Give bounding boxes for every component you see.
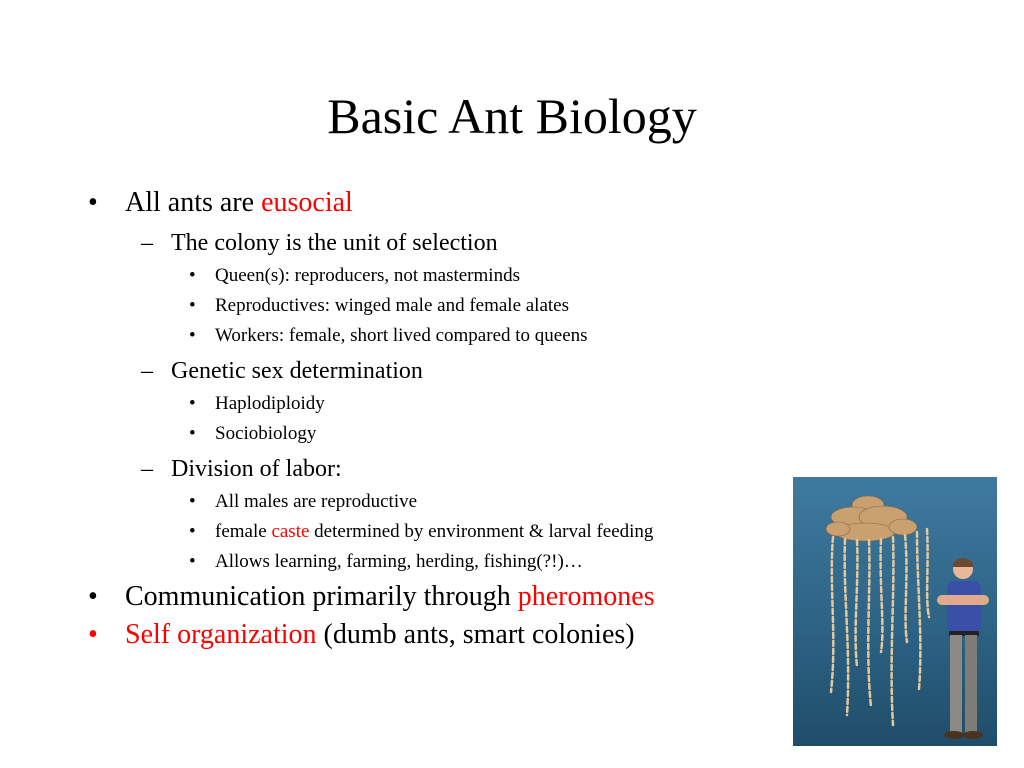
bullet-marker: • — [88, 187, 98, 218]
man-figure — [937, 558, 989, 739]
dash-marker: – — [141, 456, 153, 482]
item-males: All males are reproductive — [215, 491, 418, 512]
bullet-marker: • — [189, 265, 196, 286]
bullet-marker: • — [189, 551, 196, 572]
bullet-text: (dumb ants, smart colonies) — [316, 619, 635, 650]
bullet-marker: • — [189, 423, 196, 444]
bullet-self-organization — [125, 619, 635, 651]
highlight-caste: caste — [271, 521, 310, 542]
ant-colony-illustration — [793, 477, 997, 746]
item-sociobiology: Sociobiology — [215, 423, 317, 444]
sub-bullet-colony: The colony is the unit of selection — [171, 230, 498, 256]
caste-post: determined by environment & larval feeding — [309, 521, 654, 542]
bullet-text: Communication primarily through — [125, 581, 518, 612]
item-queens: Queen(s): reproducers, not masterminds — [215, 265, 520, 286]
slide-title: Basic Ant Biology — [327, 88, 697, 144]
bullet-text: All ants are — [125, 187, 262, 218]
item-reproductives: Reproductives: winged male and female alates — [215, 295, 570, 316]
ant-colony-photo — [793, 477, 997, 746]
dash-marker: – — [141, 230, 153, 256]
bullet-marker: • — [189, 325, 196, 346]
sub-bullet-division: Division of labor: — [171, 456, 342, 482]
item-caste — [215, 521, 653, 543]
bullet-marker: • — [189, 295, 196, 316]
bullet-marker: • — [88, 619, 98, 650]
bullet-eusocial — [125, 187, 353, 219]
highlight-pheromones: pheromones — [517, 581, 655, 612]
bullet-marker: • — [189, 521, 196, 542]
bullet-communication — [125, 581, 655, 613]
highlight-self-organization: Self organization — [125, 619, 317, 650]
bullet-marker: • — [189, 393, 196, 414]
dash-marker: – — [141, 358, 153, 384]
sub-bullet-genetic: Genetic sex determination — [171, 358, 423, 384]
item-haplodiploidy: Haplodiploidy — [215, 393, 325, 414]
item-learning: Allows learning, farming, herding, fishing(?!)… — [215, 551, 583, 572]
highlight-eusocial: eusocial — [261, 187, 353, 218]
caste-pre: female — [215, 521, 272, 542]
item-workers: Workers: female, short lived compared to queens — [215, 325, 588, 346]
bullet-marker: • — [88, 581, 98, 612]
bullet-marker: • — [189, 491, 196, 512]
